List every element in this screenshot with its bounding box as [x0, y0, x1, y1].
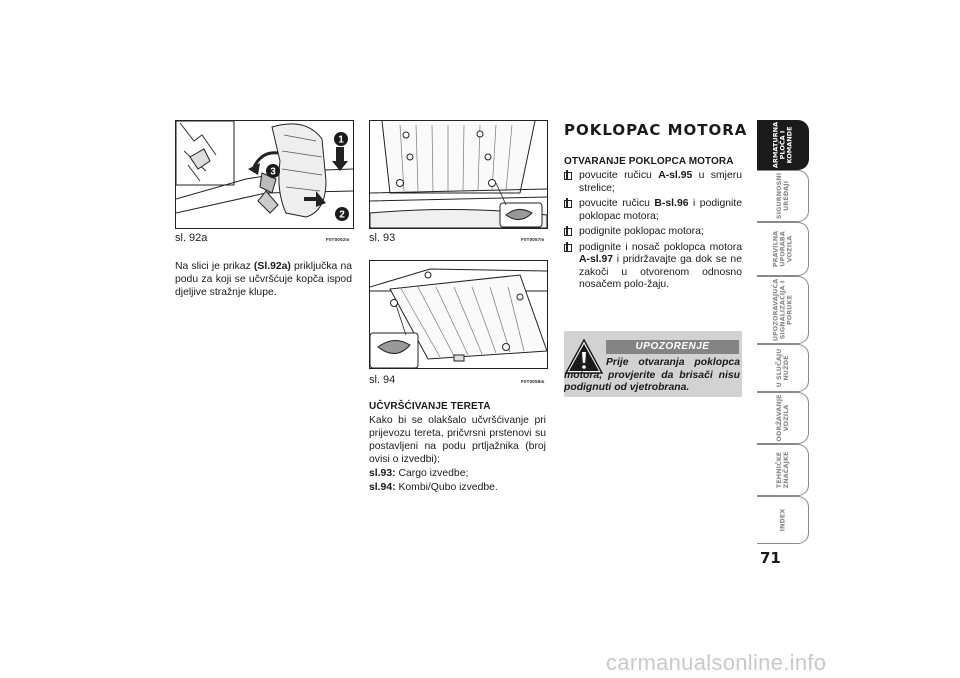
hood-step-3-pre: podignite poklopac motora;: [579, 226, 704, 237]
tab-armaturna-ploca[interactable]: [757, 120, 809, 170]
cargo-item-93-ref: sl.93:: [369, 468, 396, 479]
warning-text: Prije otvaranja poklopca motora, provjerite da brisači nisu podignuti od vjetrobrana.: [564, 357, 740, 393]
hood-step-2-pre: povucite ručicu: [579, 198, 655, 209]
checkbox-bullet-icon: [564, 244, 572, 252]
figure-94-illustration: [370, 261, 547, 368]
hood-step-4-pre: podignite i nosač poklopca motora: [579, 241, 742, 253]
callout-1: 1: [338, 134, 344, 146]
tab-label: ARMATURNA PLOČA I KOMANDE: [771, 121, 793, 169]
figure-93-caption: sl. 93: [369, 232, 396, 244]
cargo-item-93: [369, 467, 546, 480]
tab-tehnicke-znacajke[interactable]: [757, 444, 809, 496]
cargo-item-93-text: Cargo izvedbe;: [395, 468, 469, 479]
hood-step-3: [564, 226, 742, 239]
figure-92a-illustration: [176, 121, 353, 228]
cargo-item-94: [369, 481, 546, 494]
figure-94: [369, 260, 548, 369]
figure-93: [369, 120, 548, 229]
left-paragraph-ref: (Sl.92a): [253, 261, 291, 272]
hood-step-1-pre: povucite ručicu: [579, 170, 659, 181]
left-paragraph: [175, 260, 352, 299]
figure-93-illustration: [370, 121, 547, 228]
cargo-item-94-ref: sl.94:: [369, 482, 396, 493]
tab-label: U SLUČAJU NUŽDE: [774, 348, 790, 388]
left-paragraph-lead: Na slici je prikaz: [175, 261, 254, 272]
hood-subheading: OTVARANJE POKLOPCA MOTORA: [564, 156, 734, 167]
tab-label: UPOZORAVAJUĆA SIGNALIZACIJA I PORUKE: [771, 278, 793, 342]
cargo-paragraph: Kako bi se olakšalo učvršćivanje pri prijevozu tereta, pričvrsni prstenovi su postavljeni na podu prtljažnika (broj ovisi o izvedbi):: [369, 415, 546, 465]
cargo-item-94-text: Kombi/Qubo izvedbe.: [395, 482, 498, 493]
callout-3: 3: [270, 166, 276, 178]
section-title: POKLOPAC MOTORA: [564, 121, 748, 139]
figure-92a: [175, 120, 354, 229]
hood-step-1: [564, 170, 742, 195]
watermark: carmanualsonline.info: [606, 650, 827, 675]
figure-94-caption: sl. 94: [369, 374, 396, 386]
tab-label: PRAVILNA UPORABA VOZILA: [771, 230, 793, 268]
tab-upozoravajuca-signalizacija[interactable]: [757, 276, 809, 344]
figure-92a-caption: sl. 92a: [175, 232, 208, 244]
checkbox-bullet-icon: [564, 228, 572, 236]
hood-step-4-post: i pridržavajte ga dok se ne zakoči u otvorenom odnosno nosačem polo-žaju.: [579, 254, 742, 290]
cargo-heading: UČVRŠĆIVANJE TERETA: [369, 401, 491, 412]
page-number: 71: [760, 549, 781, 567]
figure-93-code: F0T0057m: [521, 237, 545, 242]
tab-label: TEHNIČKE ZNAČAJKE: [774, 451, 790, 489]
hood-step-2-ref: B-sl.96: [654, 198, 689, 209]
hood-steps: [564, 170, 742, 295]
tab-sigurnosni-uredaji[interactable]: [757, 170, 809, 222]
hood-step-4-ref: A-sl.97: [579, 254, 614, 265]
callout-2: 2: [339, 209, 345, 221]
hood-step-1-ref: A-sl.95: [658, 170, 693, 181]
hood-step-2-post: i podignite poklopac motora;: [579, 198, 742, 222]
tab-index[interactable]: [757, 496, 809, 544]
hood-step-4: [564, 242, 742, 292]
tab-label: ODRŽAVANJE VOZILA: [774, 394, 790, 442]
tab-label: SIGURNOSNI UREĐAJI: [774, 172, 790, 220]
checkbox-bullet-icon: [564, 172, 572, 180]
tab-u-slucaju-nuzde[interactable]: [757, 344, 809, 392]
left-paragraph-rest: priključka na podu za koji se učvršćuje kopča ispod djeljive stražnje klupe.: [175, 261, 353, 298]
figure-92a-code: F0T0002m: [326, 237, 350, 242]
hood-step-2: [564, 198, 742, 223]
warning-label: UPOZORENJE: [606, 340, 739, 354]
tab-label: INDEX: [778, 508, 786, 532]
checkbox-bullet-icon: [564, 200, 572, 208]
tab-odrzavanje-vozila[interactable]: [757, 392, 809, 444]
hood-step-1-post: u smjeru strelice;: [579, 170, 742, 194]
tab-pravilna-uporaba[interactable]: [757, 222, 809, 276]
figure-94-code: F0T0058m: [521, 379, 545, 384]
